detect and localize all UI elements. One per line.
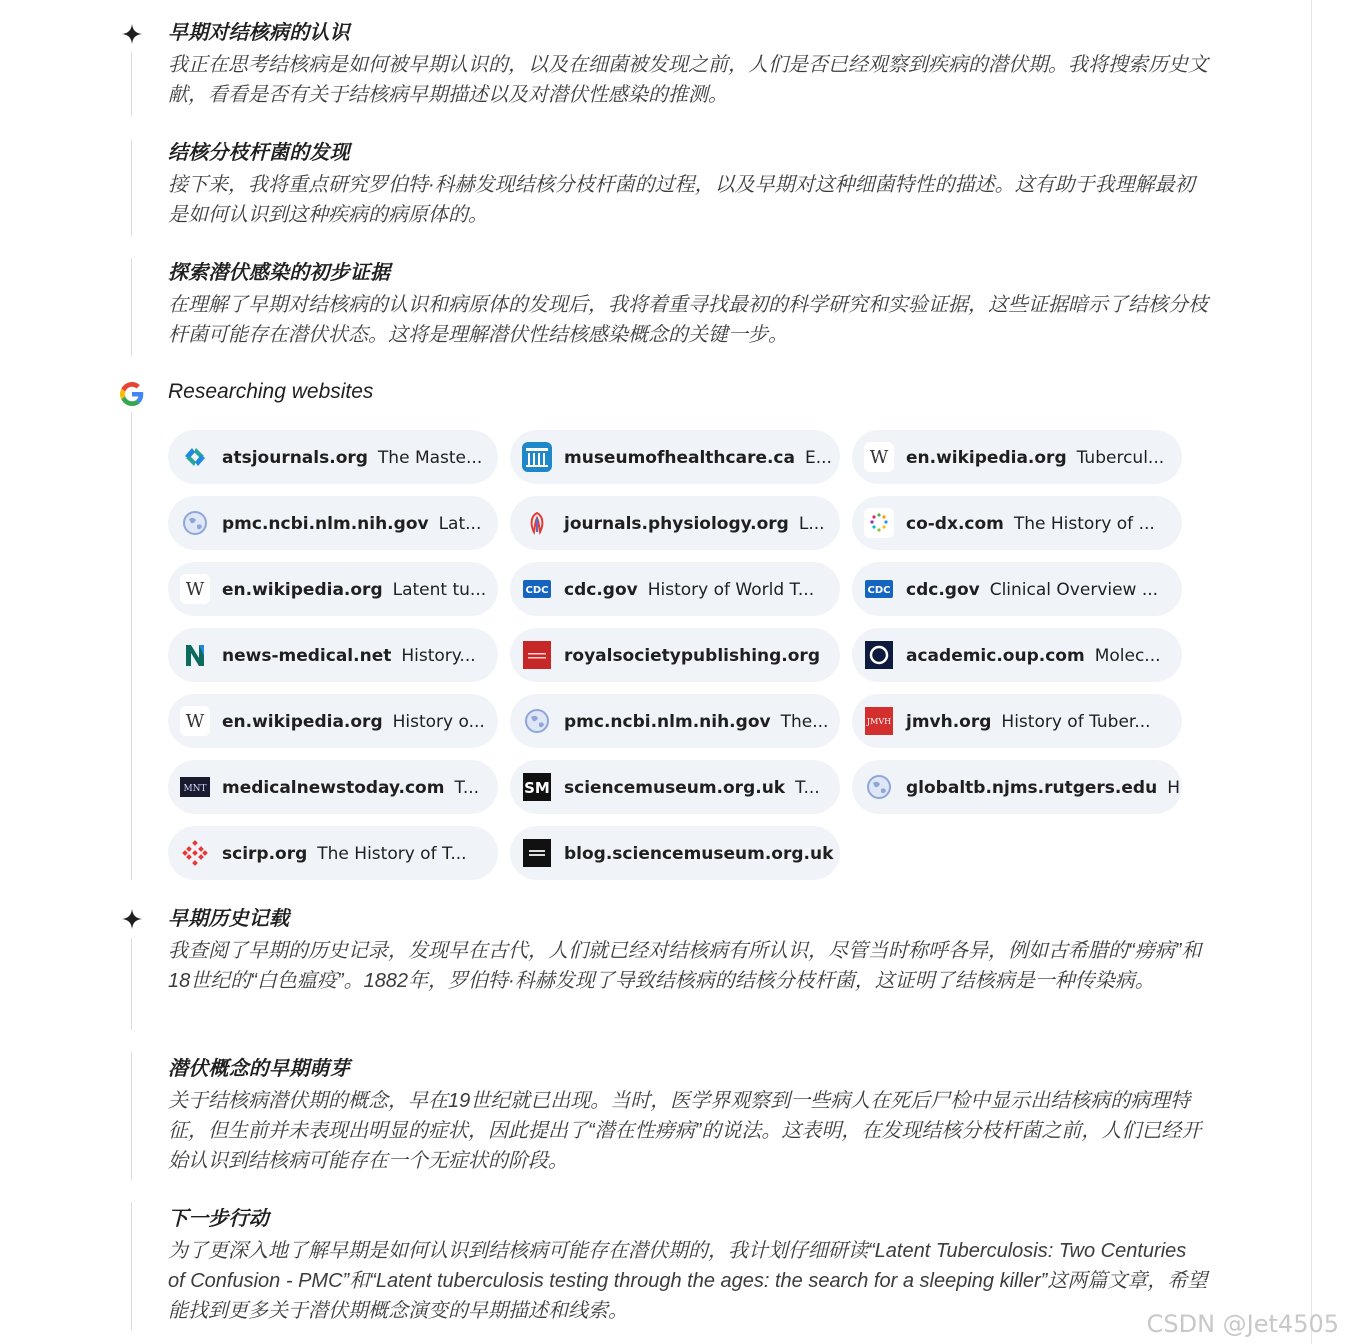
google-icon <box>116 378 148 410</box>
source-title: The Maste... <box>377 447 483 468</box>
sciencemuseum-blog-icon <box>522 838 552 868</box>
source-domain: royalsocietypublishing.org <box>564 645 820 666</box>
source-domain: medicalnewstoday.com <box>222 777 445 798</box>
thought-block <box>168 1056 1208 1176</box>
wikipedia-icon: W <box>180 706 210 736</box>
thought-body: 为了更深入地了解早期是如何认识到结核病可能存在潜伏期的，我计划仔细研读“Latent Tuberculosis: Two Centuries of Confusion - PMC”和“Latent tuberculosis testing through the ages: the search for a sleeping killer”这两篇文章，希望能找到更多关于潜伏期概念演变的早期描述和线索。 <box>168 1240 1208 1322</box>
source-domain: atsjournals.org <box>222 447 368 468</box>
jmvh-icon <box>864 706 894 736</box>
source-domain: blog.sciencemuseum.org.uk <box>564 843 834 864</box>
source-title: The History of T... <box>317 843 467 864</box>
globe-icon <box>864 772 894 802</box>
source-domain: jmvh.org <box>906 711 992 732</box>
source-domain: sciencemuseum.org.uk <box>564 777 786 798</box>
cdc-icon <box>864 574 894 604</box>
timeline-line <box>131 52 132 116</box>
source-chip[interactable] <box>510 430 840 484</box>
thought-block <box>168 1206 1208 1326</box>
source-title: L... <box>798 513 825 534</box>
watermark: CSDN @Jet4505 <box>1146 1310 1339 1338</box>
source-domain: cdc.gov <box>564 579 638 600</box>
thought-title: 结核分枝杆菌的发现 <box>168 142 350 164</box>
source-chip[interactable] <box>510 628 840 682</box>
researching-websites-heading: Researching websites <box>168 380 374 403</box>
ats-icon <box>180 442 210 472</box>
thought-body: 接下来，我将重点研究罗伯特·科赫发现结核分枝杆菌的过程，以及早期对这种细菌特性的描述。这有助于我理解最初是如何认识到这种疾病的病原体的。 <box>168 174 1195 226</box>
source-title: T... <box>454 777 480 798</box>
source-title: Clinical Overview ... <box>989 579 1159 600</box>
source-title: Tubercul... <box>1076 447 1165 468</box>
source-chip[interactable] <box>852 628 1182 682</box>
source-title: Latent tu... <box>392 579 487 600</box>
source-chip[interactable] <box>510 562 840 616</box>
source-chip[interactable] <box>168 628 498 682</box>
source-title: E... <box>805 447 832 468</box>
source-domain: pmc.ncbi.nlm.nih.gov <box>564 711 771 732</box>
thought-body: 我正在思考结核病是如何被早期认识的，以及在细菌被发现之前，人们是否已经观察到疾病的潜伏期。我将搜索历史文献，看看是否有关于结核病早期描述以及对潜伏性感染的推测。 <box>168 54 1208 106</box>
thought-block <box>168 260 1208 350</box>
source-chip[interactable] <box>510 496 840 550</box>
physiology-icon <box>522 508 552 538</box>
oup-icon <box>864 640 894 670</box>
thought-body: 在理解了早期对结核病的认识和病原体的发现后，我将着重寻找最初的科学研究和实验证据，这些证据暗示了结核分枝杆菌可能存在潜伏状态。这将是理解潜伏性结核感染概念的关键一步。 <box>168 294 1208 346</box>
royalsociety-icon <box>522 640 552 670</box>
source-title: History... <box>401 645 476 666</box>
source-chip[interactable] <box>168 496 498 550</box>
thought-body: 关于结核病潜伏期的概念，早在19世纪就已出现。当时，医学界观察到一些病人在死后尸检中显示出结核病的病理特征，但生前并未表现出明显的症状，因此提出了“潜在性痨病”的说法。这表明，在发现结核分枝杆菌之前，人们已经开始认识到结核病可能存在一个无症状的阶段。 <box>168 1090 1202 1172</box>
wikipedia-icon: W <box>864 442 894 472</box>
source-domain: en.wikipedia.org <box>222 579 383 600</box>
globe-icon <box>180 508 210 538</box>
right-border-rule <box>1311 0 1312 1344</box>
timeline-line <box>131 1052 132 1180</box>
timeline-line <box>131 258 132 356</box>
svg-text:SM: SM <box>524 779 550 797</box>
source-chip[interactable] <box>510 826 840 880</box>
museum-icon <box>522 442 552 472</box>
source-chip[interactable] <box>510 694 840 748</box>
source-domain: en.wikipedia.org <box>906 447 1067 468</box>
source-domain: scirp.org <box>222 843 308 864</box>
thought-title: 早期历史记载 <box>168 908 290 930</box>
newsmedical-icon <box>180 640 210 670</box>
codx-icon <box>864 508 894 538</box>
svg-text:MNT: MNT <box>183 784 207 794</box>
thought-body: 我查阅了早期的历史记录，发现早在古代，人们就已经对结核病有所认识，尽管当时称呼各异，例如古希腊的“痨病”和18世纪的“白色瘟疫”。1882年，罗伯特·科赫发现了导致结核病的结核分枝杆菌，这证明了结核病是一种传染病。 <box>168 940 1202 992</box>
source-title: The... <box>780 711 829 732</box>
source-domain: academic.oup.com <box>906 645 1085 666</box>
source-domain: journals.physiology.org <box>564 513 789 534</box>
source-domain: museumofhealthcare.ca <box>564 447 795 468</box>
source-title: H <box>1167 777 1180 798</box>
sm-icon <box>522 772 552 802</box>
mnt-icon <box>180 772 210 802</box>
source-domain: cdc.gov <box>906 579 980 600</box>
source-chip[interactable] <box>168 694 498 748</box>
source-title: History o... <box>392 711 485 732</box>
source-chip[interactable] <box>852 562 1182 616</box>
svg-text:CDC: CDC <box>867 585 891 596</box>
source-chip[interactable] <box>852 430 1182 484</box>
scirp-icon <box>180 838 210 868</box>
source-domain: news-medical.net <box>222 645 392 666</box>
thought-title: 下一步行动 <box>168 1208 269 1230</box>
thought-block <box>168 20 1208 110</box>
source-chip[interactable] <box>510 760 840 814</box>
source-chip[interactable] <box>168 562 498 616</box>
thought-block <box>168 140 1208 230</box>
timeline-line <box>131 938 132 1030</box>
globe-icon <box>522 706 552 736</box>
wikipedia-icon: W <box>180 574 210 604</box>
timeline-line <box>131 140 132 236</box>
thought-title: 探索潜伏感染的初步证据 <box>168 262 391 284</box>
timeline-line <box>131 1202 132 1330</box>
source-chip[interactable] <box>852 694 1182 748</box>
sparkle-icon <box>116 903 148 935</box>
timeline-line <box>131 412 132 880</box>
source-title: History of Tuber... <box>1001 711 1151 732</box>
source-chip[interactable] <box>852 760 1182 814</box>
thought-title: 早期对结核病的认识 <box>168 22 350 44</box>
thought-block <box>168 906 1208 996</box>
source-domain: globaltb.njms.rutgers.edu <box>906 777 1158 798</box>
source-domain: en.wikipedia.org <box>222 711 383 732</box>
source-title: Lat... <box>438 513 482 534</box>
source-domain: co-dx.com <box>906 513 1004 534</box>
source-title: Molec... <box>1094 645 1161 666</box>
source-title: History of World T... <box>647 579 815 600</box>
source-chip[interactable] <box>852 496 1182 550</box>
svg-text:CDC: CDC <box>525 585 549 596</box>
source-chip[interactable] <box>168 430 498 484</box>
source-domain: pmc.ncbi.nlm.nih.gov <box>222 513 429 534</box>
svg-text:JMVH: JMVH <box>866 717 892 726</box>
source-chip[interactable] <box>168 760 498 814</box>
cdc-icon <box>522 574 552 604</box>
source-title: The History of ... <box>1013 513 1155 534</box>
source-title: T... <box>795 777 820 798</box>
thought-title: 潜伏概念的早期萌芽 <box>168 1058 350 1080</box>
source-chip[interactable] <box>168 826 498 880</box>
sparkle-icon <box>116 18 148 50</box>
